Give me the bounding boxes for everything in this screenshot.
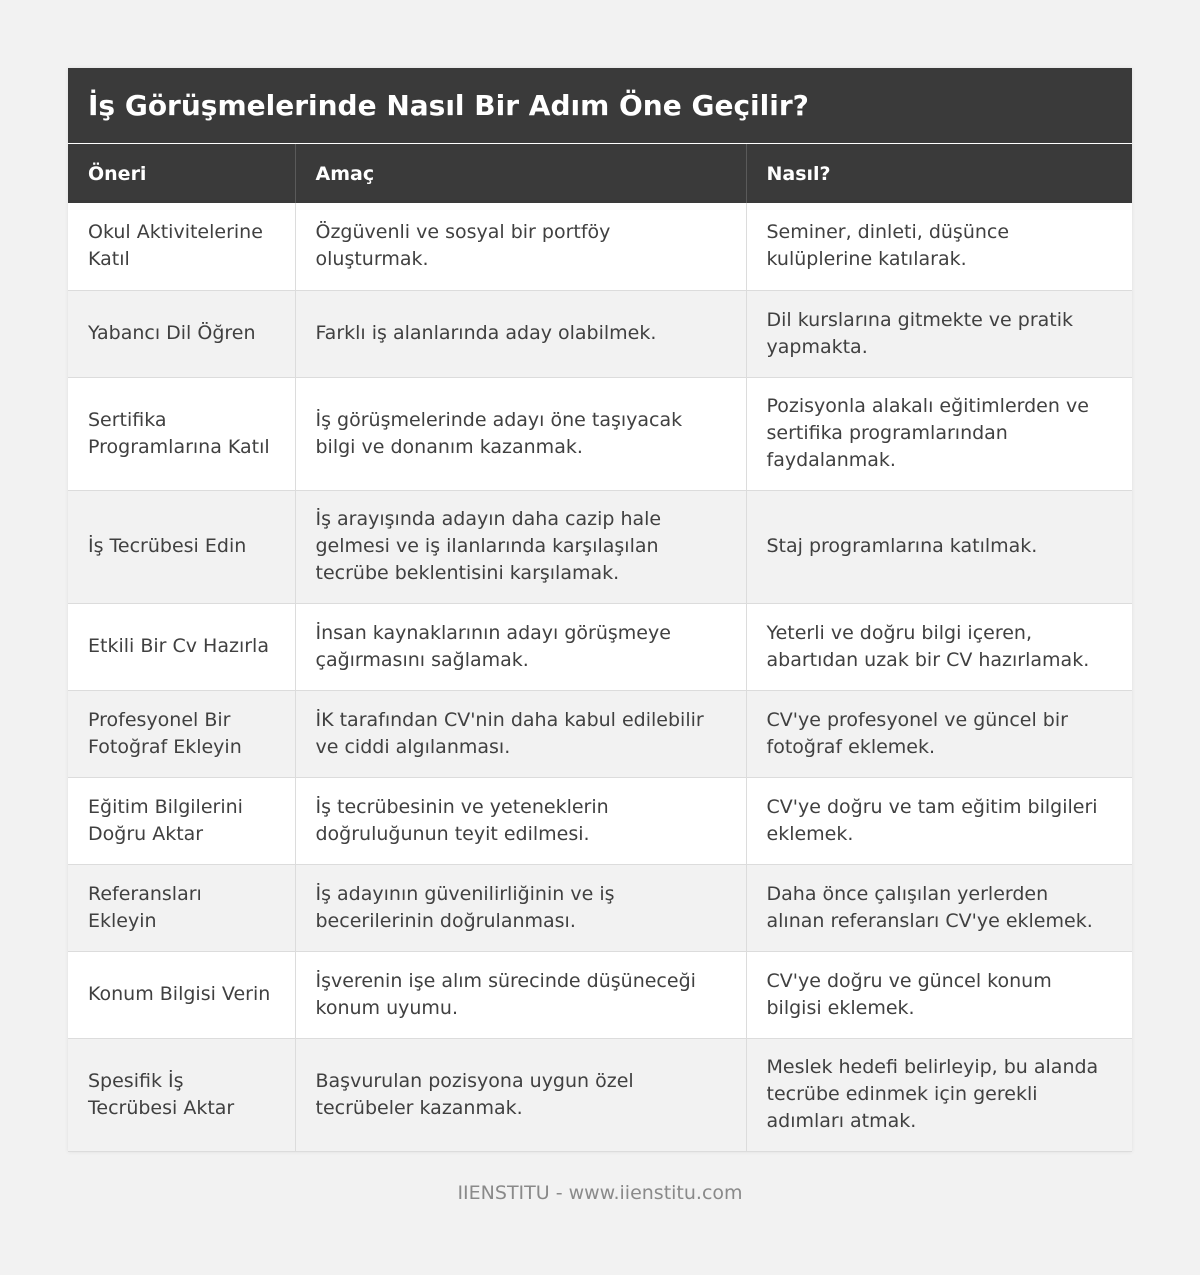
cell-oneri: Etkili Bir Cv Hazırla xyxy=(68,603,295,690)
cell-oneri: Konum Bilgisi Verin xyxy=(68,951,295,1038)
cell-nasil: Seminer, dinleti, düşünce kulüplerine katılarak. xyxy=(746,203,1132,290)
footer-credit: IIENSTITU - www.iienstitu.com xyxy=(457,1182,743,1204)
column-header-oneri: Öneri xyxy=(68,144,295,203)
cell-nasil: CV'ye doğru ve güncel konum bilgisi eklemek. xyxy=(746,951,1132,1038)
cell-amac: İş tecrübesinin ve yeteneklerin doğruluğunun teyit edilmesi. xyxy=(295,777,746,864)
cell-amac: İnsan kaynaklarının adayı görüşmeye çağırmasını sağlamak. xyxy=(295,603,746,690)
cell-amac: Özgüvenli ve sosyal bir portföy oluşturmak. xyxy=(295,203,746,290)
table-row xyxy=(68,1038,1132,1151)
table-header-row xyxy=(68,144,1132,203)
column-header-amac: Amaç xyxy=(295,144,746,203)
cell-nasil: CV'ye profesyonel ve güncel bir fotoğraf eklemek. xyxy=(746,690,1132,777)
cell-oneri: Spesifik İş Tecrübesi Aktar xyxy=(68,1038,295,1151)
cell-nasil: Meslek hedefi belirleyip, bu alanda tecrübe edinmek için gerekli adımları atmak. xyxy=(746,1038,1132,1151)
cell-oneri: Eğitim Bilgilerini Doğru Aktar xyxy=(68,777,295,864)
cell-oneri: Profesyonel Bir Fotoğraf Ekleyin xyxy=(68,690,295,777)
cell-amac: İş arayışında adayın daha cazip hale gelmesi ve iş ilanlarında karşılaşılan tecrübe beklentisini karşılamak. xyxy=(295,490,746,603)
cell-amac: İş adayının güvenilirliğinin ve iş becerilerinin doğrulanması. xyxy=(295,864,746,951)
table-row xyxy=(68,864,1132,951)
cell-amac: Farklı iş alanlarında aday olabilmek. xyxy=(295,290,746,377)
table-row xyxy=(68,490,1132,603)
table-row xyxy=(68,290,1132,377)
cell-nasil: Yeterli ve doğru bilgi içeren, abartıdan uzak bir CV hazırlamak. xyxy=(746,603,1132,690)
cell-nasil: Daha önce çalışılan yerlerden alınan referansları CV'ye eklemek. xyxy=(746,864,1132,951)
cell-nasil: CV'ye doğru ve tam eğitim bilgileri eklemek. xyxy=(746,777,1132,864)
recommendations-table xyxy=(68,144,1132,1152)
cell-amac: İş görüşmelerinde adayı öne taşıyacak bilgi ve donanım kazanmak. xyxy=(295,377,746,490)
column-header-nasil: Nasıl? xyxy=(746,144,1132,203)
cell-nasil: Staj programlarına katılmak. xyxy=(746,490,1132,603)
cell-nasil: Pozisyonla alakalı eğitimlerden ve sertifika programlarından faydalanmak. xyxy=(746,377,1132,490)
cell-nasil: Dil kurslarına gitmekte ve pratik yapmakta. xyxy=(746,290,1132,377)
table-card xyxy=(68,68,1132,1152)
cell-oneri: Referansları Ekleyin xyxy=(68,864,295,951)
table-row xyxy=(68,690,1132,777)
cell-oneri: Okul Aktivitelerine Katıl xyxy=(68,203,295,290)
table-row xyxy=(68,377,1132,490)
table-row xyxy=(68,203,1132,290)
cell-oneri: İş Tecrübesi Edin xyxy=(68,490,295,603)
cell-amac: Başvurulan pozisyona uygun özel tecrübeler kazanmak. xyxy=(295,1038,746,1151)
table-row xyxy=(68,603,1132,690)
cell-amac: İK tarafından CV'nin daha kabul edilebilir ve ciddi algılanması. xyxy=(295,690,746,777)
cell-oneri: Yabancı Dil Öğren xyxy=(68,290,295,377)
title-bar xyxy=(68,68,1132,144)
cell-oneri: Sertifika Programlarına Katıl xyxy=(68,377,295,490)
table-row xyxy=(68,951,1132,1038)
table-row xyxy=(68,777,1132,864)
cell-amac: İşverenin işe alım sürecinde düşüneceği konum uyumu. xyxy=(295,951,746,1038)
page-title: İş Görüşmelerinde Nasıl Bir Adım Öne Geçilir? xyxy=(88,89,809,122)
